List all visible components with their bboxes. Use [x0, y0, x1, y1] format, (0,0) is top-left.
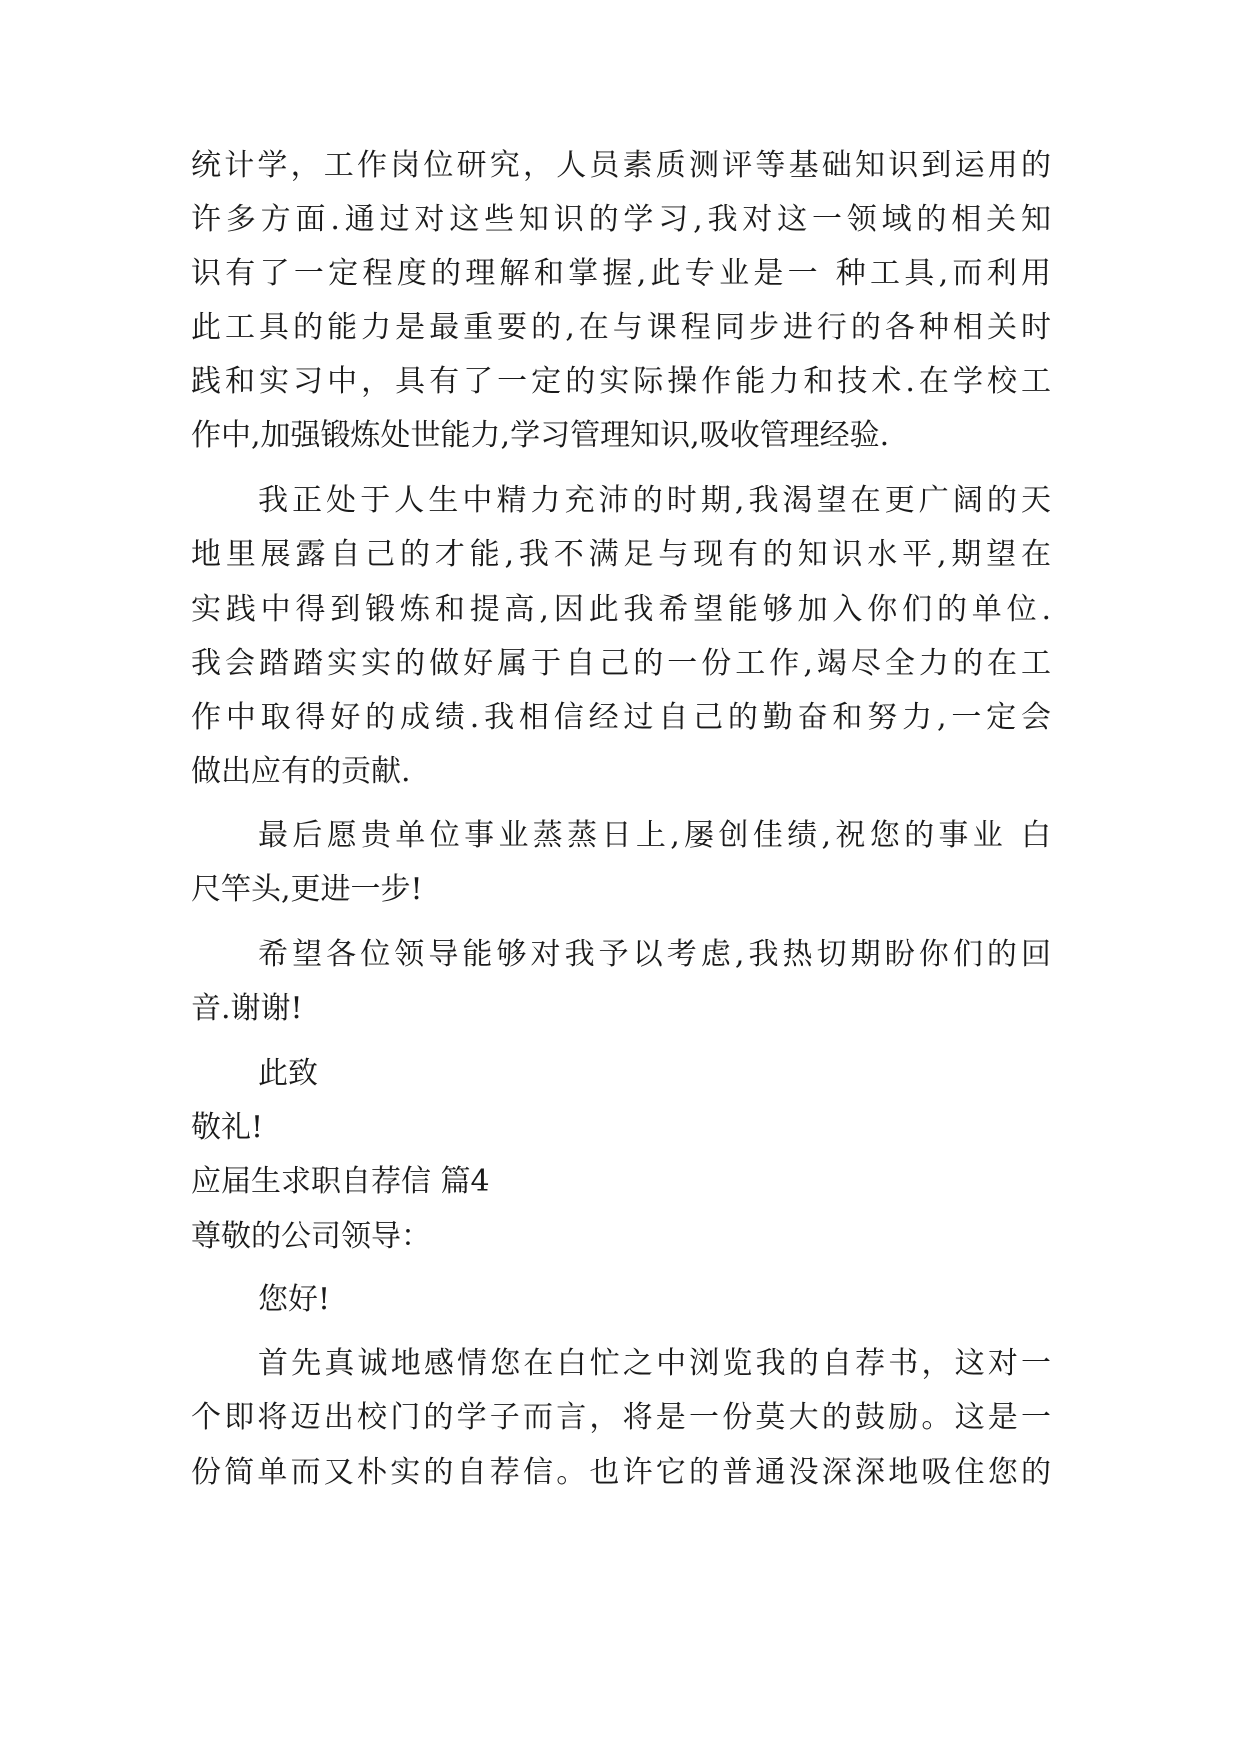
text-line: 份简单而又朴实的自荐信。也许它的普通没深深地吸住您的: [191, 1455, 1051, 1490]
text-line: 地里展露自己的才能,我不满足与现有的知识水平,期望在: [191, 537, 1051, 572]
letter-greeting: 尊敬的公司领导：: [191, 1219, 431, 1254]
text-line: 个即将迈出校门的学子而言，将是一份莫大的鼓励。这是一: [191, 1400, 1051, 1435]
paragraph-first-line: 最后愿贵单位事业蒸蒸日上,屡创佳绩,祝您的事业 白: [258, 818, 1051, 853]
letter-hello: 您好!: [258, 1282, 331, 1317]
paragraph-first-line: 首先真诚地感情您在白忙之中浏览我的自荐书，这对一: [258, 1346, 1051, 1381]
text-line: 我会踏踏实实的做好属于自己的一份工作,竭尽全力的在工: [191, 646, 1051, 681]
paragraph-first-line: 希望各位领导能够对我予以考虑,我热切期盼你们的回: [258, 937, 1051, 972]
paragraph-first-line: 我正处于人生中精力充沛的时期,我渴望在更广阔的天: [258, 483, 1051, 518]
text-line: 作中取得好的成绩.我相信经过自己的勤奋和努力,一定会: [191, 700, 1051, 735]
section-heading: 应届生求职自荐信 篇4: [191, 1164, 490, 1199]
text-line: 此工具的能力是最重要的,在与课程同步进行的各种相关时: [191, 310, 1051, 345]
text-line: 做出应有的贡献.: [191, 754, 411, 789]
text-line: 作中,加强锻炼处世能力,学习管理知识,吸收管理经验.: [191, 418, 890, 453]
text-line: 践和实习中，具有了一定的实际操作能力和技术.在学校工: [191, 364, 1051, 399]
closing-regards: 敬礼!: [191, 1110, 264, 1145]
closing-salutation: 此致: [258, 1056, 318, 1091]
text-line: 许多方面.通过对这些知识的学习,我对这一领域的相关知: [191, 202, 1051, 237]
text-line: 尺竿头,更进一步!: [191, 872, 423, 907]
text-line: 识有了一定程度的理解和掌握,此专业是一 种工具,而利用: [191, 256, 1051, 291]
text-line: 实践中得到锻炼和提高,因此我希望能够加入你们的单位.: [191, 592, 1051, 627]
text-line: 统计学，工作岗位研究，人员素质测评等基础知识到运用的: [191, 148, 1051, 183]
text-line: 音.谢谢!: [191, 991, 303, 1026]
